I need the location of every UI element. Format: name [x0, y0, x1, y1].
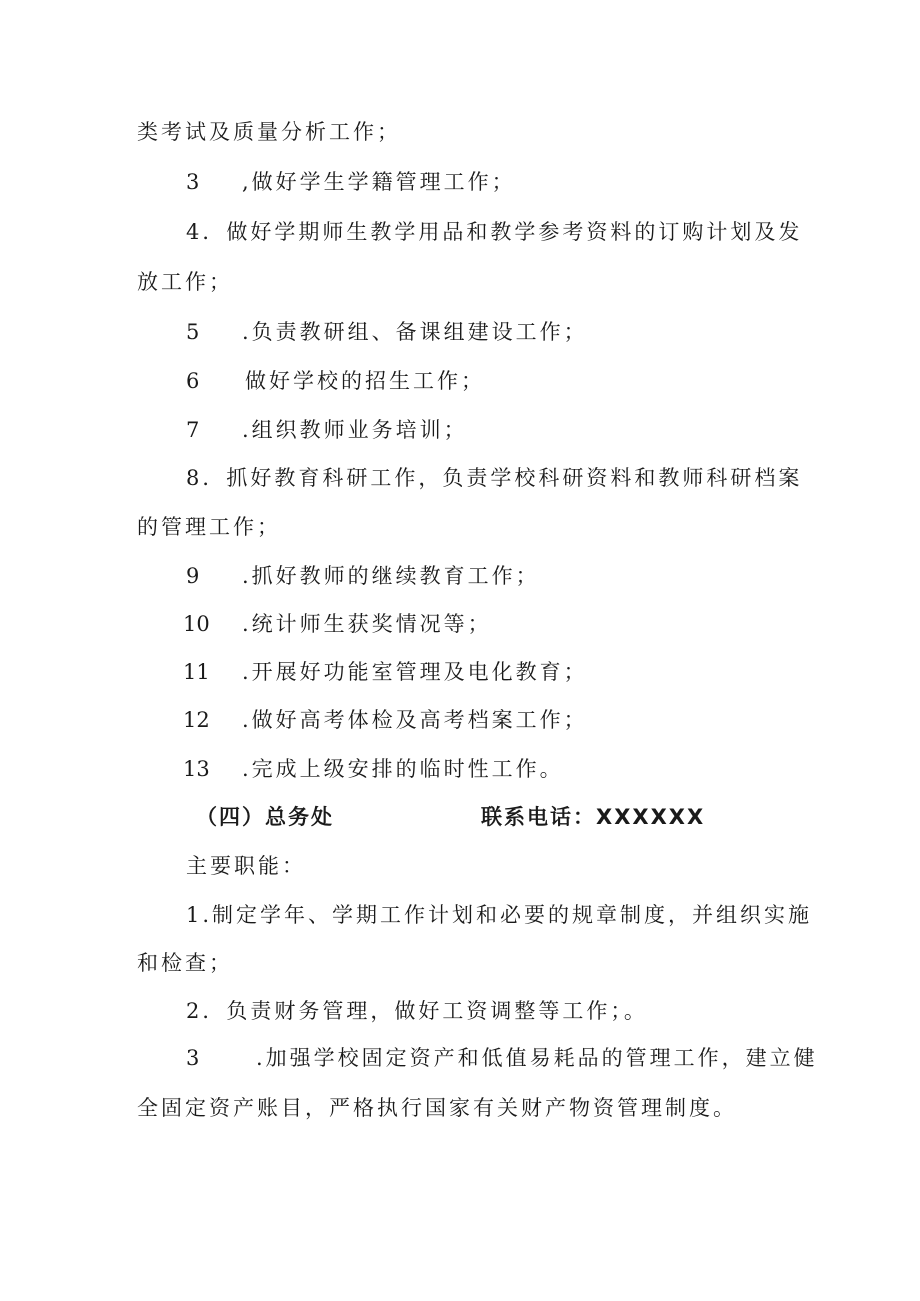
item-text: 做好学校的招生工作； — [245, 369, 485, 393]
item-text: .统计师生获奖情况等； — [242, 612, 492, 636]
main-functions-label: 主要职能： — [186, 854, 306, 878]
item-number: 3 — [186, 1046, 200, 1070]
item-text: .抓好教师的继续教育工作； — [242, 564, 540, 588]
item-text: ,做好学生学籍管理工作； — [242, 170, 516, 194]
paragraph-continuation: 类考试及质量分析工作； — [137, 120, 401, 144]
list-item-13 — [183, 754, 564, 784]
list-item-10 — [183, 609, 492, 639]
list-item-11 — [183, 657, 588, 687]
list-item-8-line1: 8．抓好教育科研工作，负责学校科研资料和教师科研档案 — [186, 466, 803, 490]
item-number: 12 — [183, 708, 210, 732]
item-text: .开展好功能室管理及电化教育； — [242, 660, 588, 684]
item-text: .完成上级安排的临时性工作。 — [242, 757, 564, 781]
item-text: .做好高考体检及高考档案工作； — [242, 708, 588, 732]
item-number: 13 — [183, 757, 210, 781]
section-heading: （四）总务处 — [196, 805, 334, 829]
function-1-line2: 和检查； — [137, 951, 233, 975]
item-number: 9 — [186, 564, 200, 588]
item-number: 7 — [186, 418, 200, 442]
list-item-8-line2: 的管理工作； — [137, 515, 281, 539]
item-text: .负责教研组、备课组建设工作； — [242, 320, 588, 344]
function-3-line2: 全固定资产账目，严格执行国家有关财产物资管理制度。 — [137, 1096, 737, 1120]
list-item-4-line2: 放工作； — [137, 270, 233, 294]
item-number: 10 — [183, 612, 210, 636]
list-item-4-line1: 4．做好学期师生教学用品和教学参考资料的订购计划及发 — [186, 220, 803, 244]
contact-phone: 联系电话：XXXXXX — [481, 805, 706, 829]
function-1-line1: 1.制定学年、学期工作计划和必要的规章制度，并组织实施 — [186, 903, 813, 927]
list-item-6 — [186, 366, 485, 396]
item-number: 11 — [183, 660, 210, 684]
list-item-9 — [186, 561, 540, 591]
item-number: 3 — [186, 170, 200, 194]
list-item-7 — [186, 415, 468, 445]
function-2: 2．负责财务管理，做好工资调整等工作；。 — [186, 999, 648, 1023]
function-3-line1 — [186, 1043, 818, 1073]
list-item-3 — [186, 167, 516, 197]
item-text: .组织教师业务培训； — [242, 418, 468, 442]
list-item-5 — [186, 317, 588, 347]
item-number: 6 — [186, 369, 200, 393]
item-text: .加强学校固定资产和低值易耗品的管理工作，建立健 — [256, 1046, 818, 1070]
list-item-12 — [183, 705, 588, 735]
item-number: 5 — [186, 320, 200, 344]
